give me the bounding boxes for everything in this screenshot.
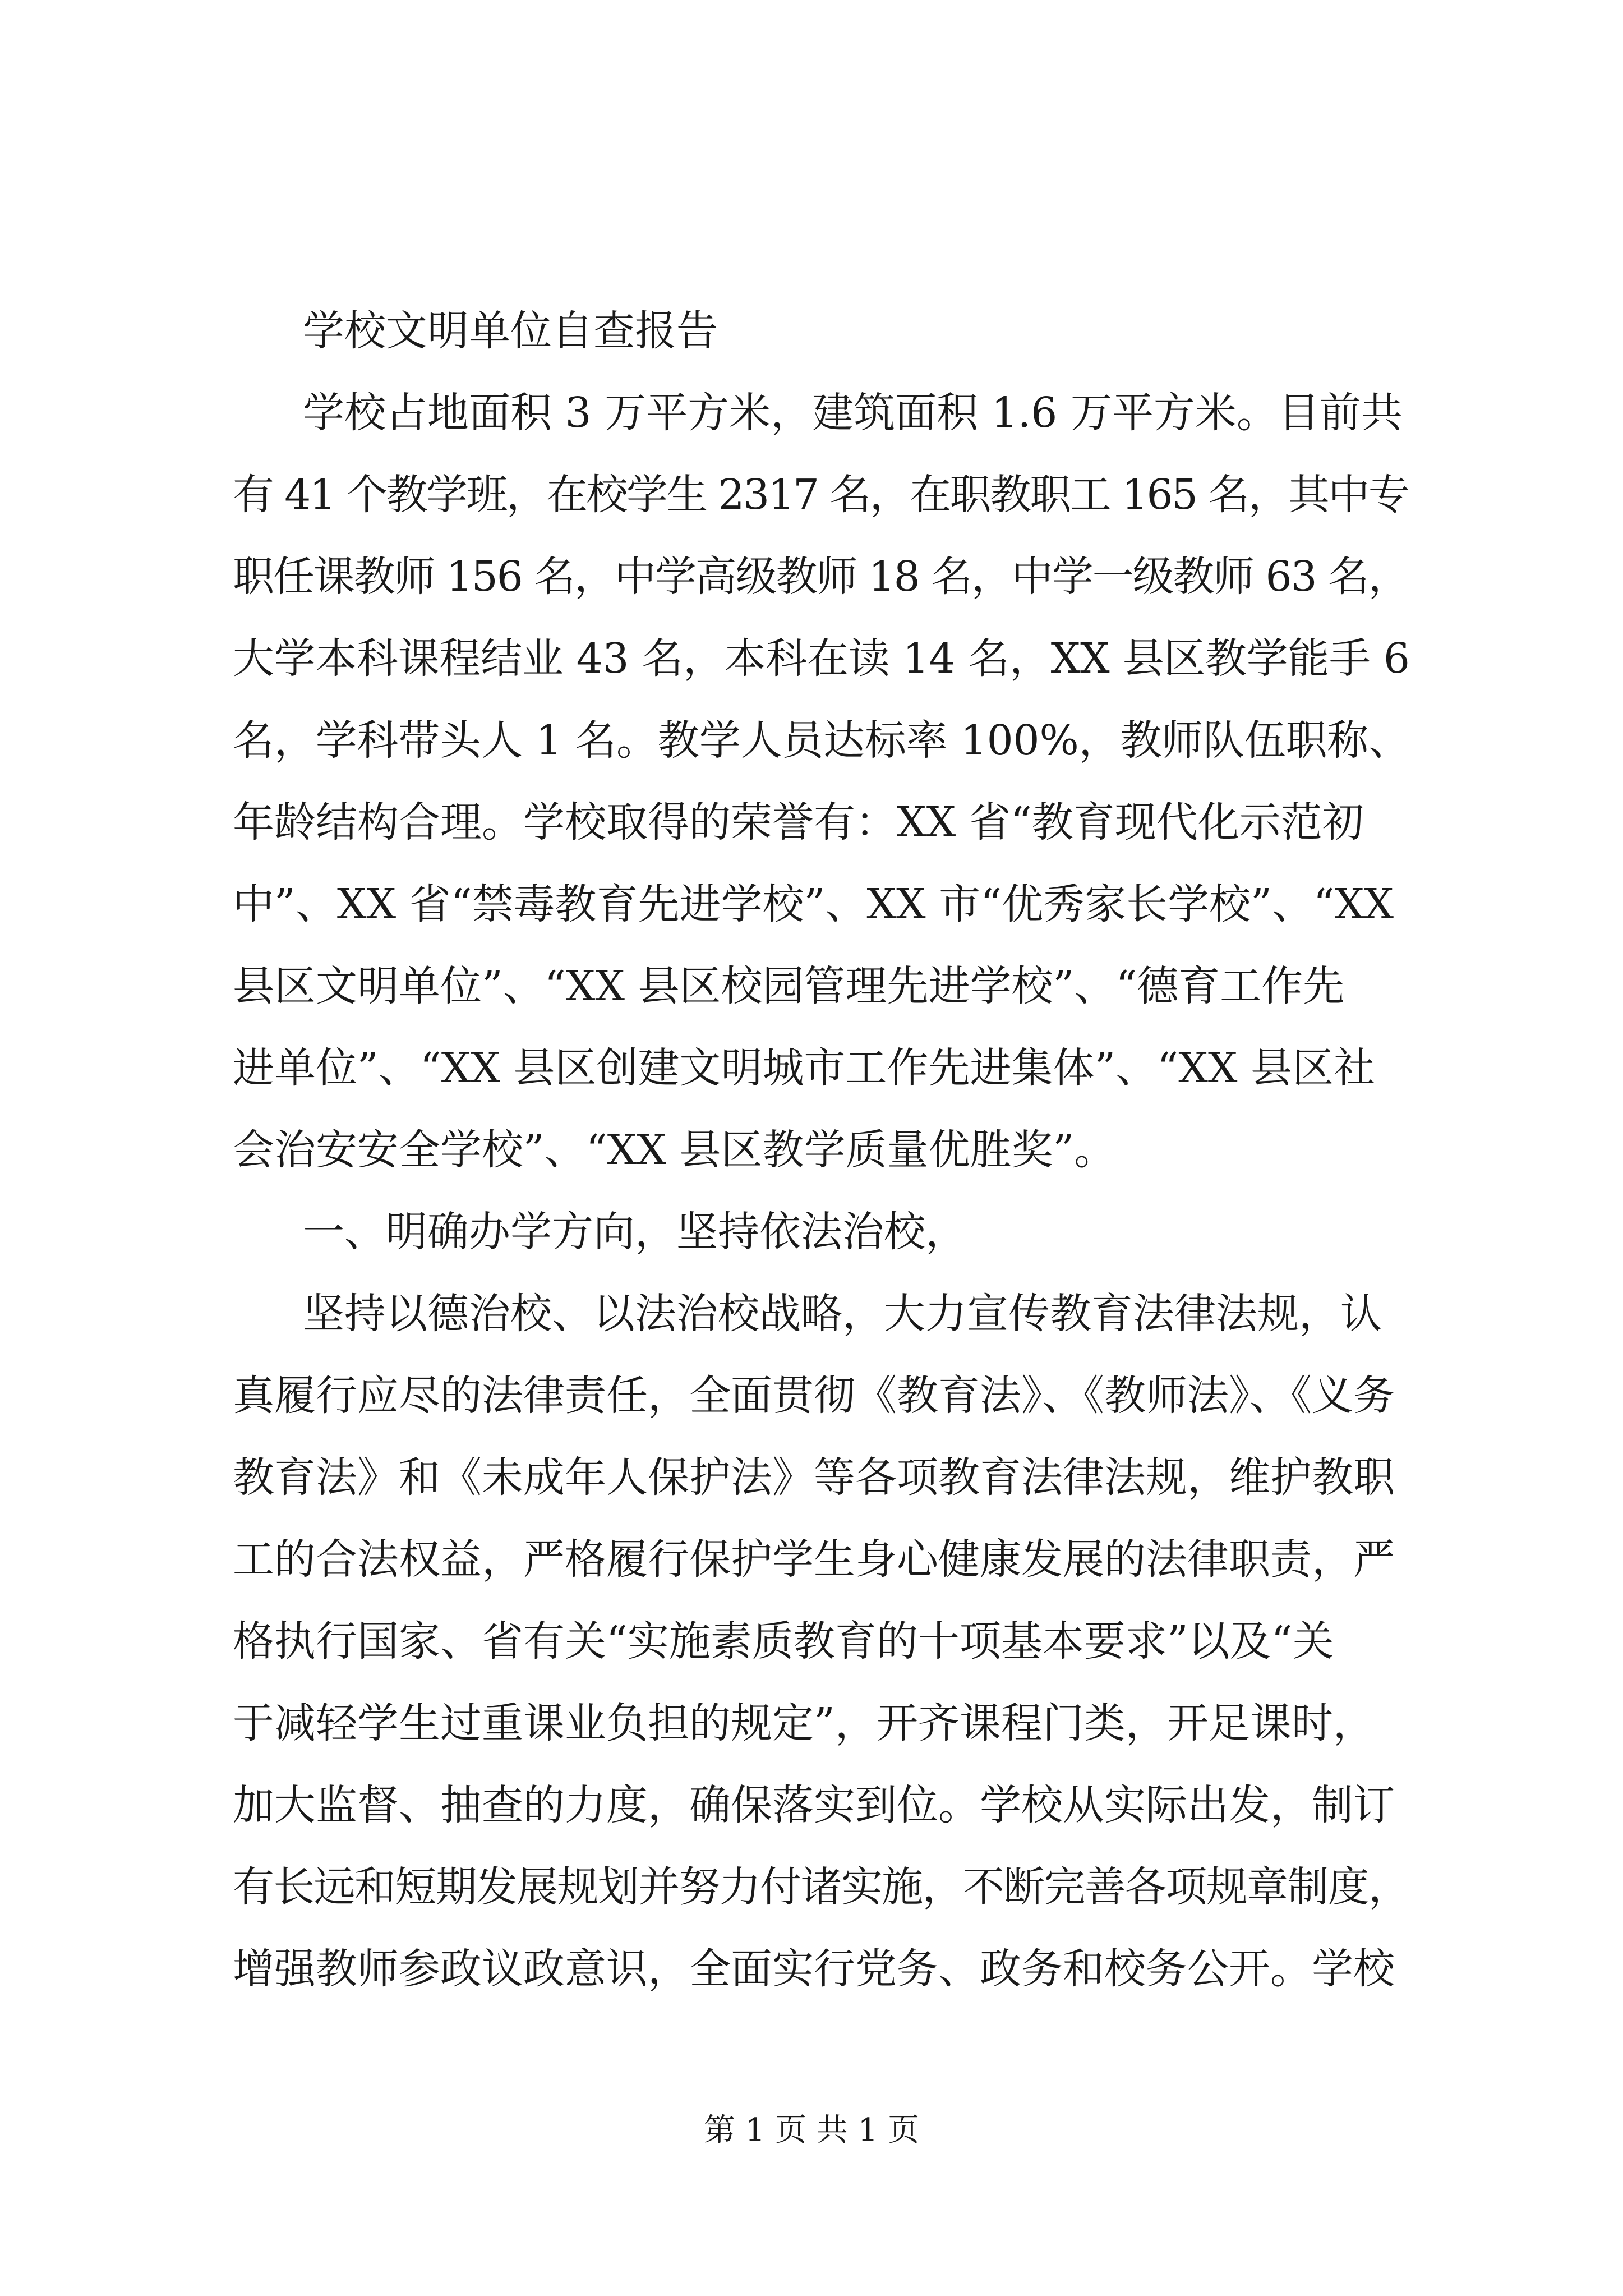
paragraph-line: 于减轻学生过重课业负担的规定”，开齐课程门类，开足课时， (233, 1699, 1375, 1747)
paragraph-line: 有 41 个教学班，在校学生 2317 名，在职教职工 165 名，其中专 (233, 471, 1409, 519)
paragraph-line: 中”、XX 省“禁毒教育先进学校”、XX 市“优秀家长学校”、“XX (233, 880, 1394, 928)
paragraph-line: 真履行应尽的法律责任，全面贯彻《教育法》、《教师法》、《义务 (233, 1372, 1395, 1420)
paragraph-line: 格执行国家、省有关“实施素质教育的十项基本要求”以及“关 (233, 1617, 1334, 1665)
paragraph-line: 教育法》和《未成年人保护法》等各项教育法律法规，维护教职 (233, 1453, 1395, 1502)
paragraph-line: 有长远和短期发展规划并努力付诸实施，不断完善各项规章制度， (233, 1863, 1409, 1911)
section-heading: 一、明确办学方向，坚持依法治校， (303, 1208, 967, 1256)
paragraph-line: 坚持以德治校、以法治校战略，大力宣传教育法律法规，认 (303, 1290, 1382, 1338)
paragraph-line: 加大监督、抽查的力度，确保落实到位。学校从实际出发，制订 (233, 1781, 1395, 1829)
paragraph-line: 职任课教师 156 名，中学高级教师 18 名，中学一级教师 63 名， (233, 553, 1409, 601)
paragraph-line: 工的合法权益，严格履行保护学生身心健康发展的法律职责，严 (233, 1535, 1395, 1584)
paragraph-line: 县区文明单位”、“XX 县区校园管理先进学校”、“德育工作先 (233, 962, 1345, 1010)
paragraph-line: 会治安安全学校”、“XX 县区教学质量优胜奖”。 (233, 1126, 1116, 1174)
paragraph-line: 进单位”、“XX 县区创建文明城市工作先进集体”、“XX 县区社 (233, 1044, 1376, 1092)
paragraph-line: 学校占地面积 3 万平方米，建筑面积 1.6 万平方米。目前共 (303, 389, 1403, 437)
paragraph-line: 名，学科带头人 1 名。教学人员达标率 100%，教师队伍职称、 (233, 716, 1410, 765)
document-title: 学校文明单位自查报告 (303, 307, 718, 355)
paragraph-line: 大学本科课程结业 43 名，本科在读 14 名，XX 县区教学能手 6 (233, 634, 1410, 683)
paragraph-line: 增强教师参政议政意识，全面实行党务、政务和校务公开。学校 (233, 1945, 1395, 1993)
page-footer: 第 1 页 共 1 页 (703, 2112, 920, 2148)
paragraph-line: 年龄结构合理。学校取得的荣誉有：XX 省“教育现代化示范初 (233, 798, 1364, 846)
